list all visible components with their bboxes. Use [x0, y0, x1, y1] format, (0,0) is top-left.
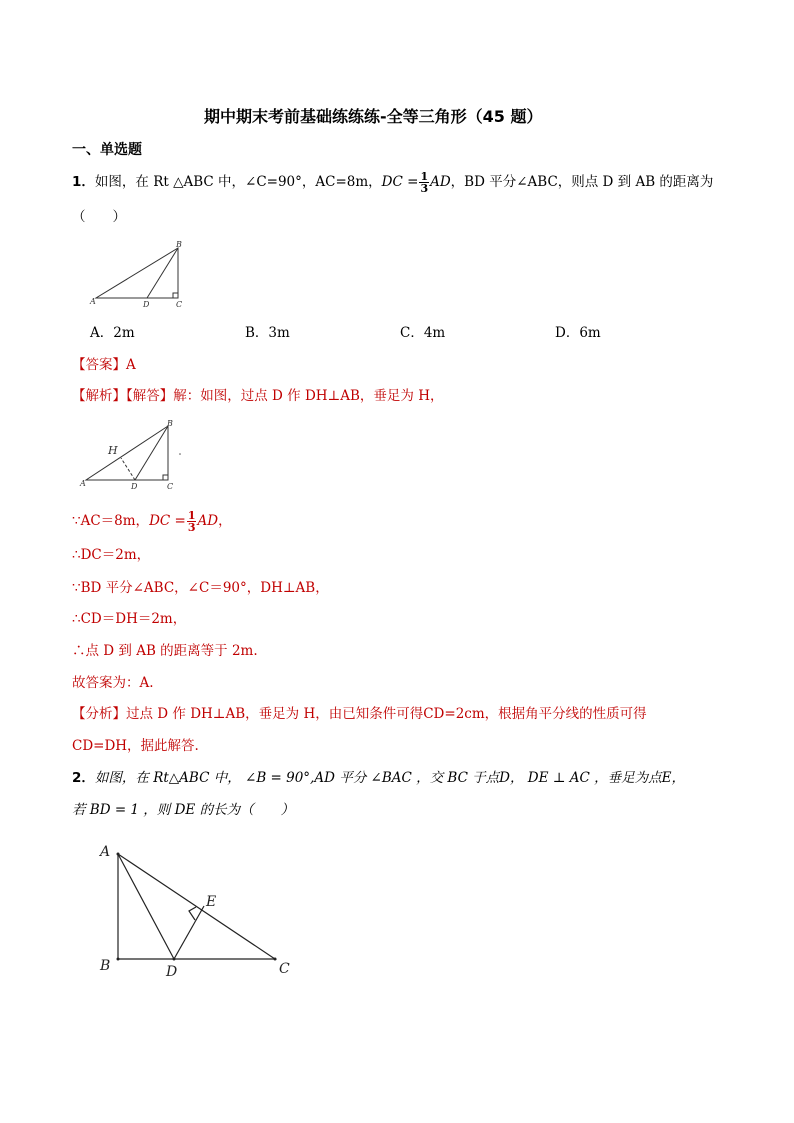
q1-stem-frac-lhs: DC =	[381, 174, 419, 190]
q1-label-d: D	[143, 300, 150, 309]
q1-sol-label-b: B	[167, 419, 173, 428]
q2-point-d	[173, 958, 176, 961]
section-heading: 一、单选题	[72, 142, 142, 158]
q1-fenxi-text-1: 过点 D 作 DH⊥AB，垂足为 H，由已知条件可得CD=2cm，根据角平分线的性质可得	[126, 706, 647, 722]
page-title: 期中期末考前基础练练练-全等三角形（45 题）	[204, 107, 543, 126]
q1-stem-text-b: ，BD 平分∠ABC，则点 D 到 AB 的距离为	[450, 174, 714, 190]
q2-label-c: C	[279, 961, 290, 977]
q2-label-d: D	[166, 964, 178, 978]
q1-sol-line-2: ∴DC＝2m，	[72, 547, 151, 563]
q1-analysis-intro	[72, 387, 443, 405]
q1-option-a-key: A．	[90, 325, 114, 341]
q1-option-a	[90, 324, 135, 342]
q1-sol-label-a: A	[80, 479, 86, 488]
q1-option-b	[245, 324, 290, 342]
q1-sol-line-1-a: ∵AC＝8m，	[72, 513, 150, 529]
q1-sol-right-angle-mark	[163, 475, 168, 480]
q1-sol-stray-dot	[179, 453, 181, 455]
q1-right-angle-mark	[173, 293, 178, 298]
q2-segment-de	[174, 906, 204, 959]
q1-fenxi-line-1	[72, 705, 647, 723]
q1-option-b-key: B．	[245, 325, 269, 341]
q2-label-e: E	[206, 894, 217, 910]
q2-point-a	[117, 853, 120, 856]
q1-sol-triangle-abc	[86, 426, 168, 480]
q1-sol-line-1-b: ，	[218, 513, 232, 529]
q1-solution-figure	[78, 418, 198, 490]
q2-triangle-abc	[118, 854, 275, 959]
q1-triangle-abc	[96, 248, 178, 298]
q1-sol-segment-dh	[121, 458, 135, 480]
q1-sol-line-1-frac-lhs: DC =	[149, 513, 186, 529]
q1-analysis-tag: 【解析】【解答】	[72, 388, 174, 404]
q2-number: 2．	[72, 770, 95, 786]
q1-option-d	[555, 324, 601, 342]
q1-paren: （ ）	[72, 209, 126, 225]
q1-analysis-intro-text: 解：如图，过点 D 作 DH⊥AB，垂足为 H，	[173, 388, 444, 404]
q1-sol-line-3: ∵BD 平分∠ABC，∠C＝90°，DH⊥AB，	[72, 580, 329, 596]
q1-sol-line-4: ∴CD＝DH＝2m，	[72, 611, 187, 627]
q1-option-c-key: C．	[400, 325, 424, 341]
q1-answer-tag: 【答案】	[72, 357, 126, 373]
q1-number: 1．	[72, 174, 95, 190]
q1-frac-denominator: 3	[420, 182, 429, 195]
q2-label-a: A	[100, 844, 111, 860]
q2-segment-ad	[118, 854, 174, 959]
q1-sol-line-1-frac-rhs: AD	[197, 513, 219, 529]
q1-option-c-text: 4m	[423, 325, 446, 341]
q2-point-b	[117, 958, 120, 961]
q2-stem-line-2-text: 若 BD = 1 ，则 DE 的长为（ ）	[72, 802, 295, 818]
q2-label-b: B	[100, 958, 111, 974]
q1-label-a: A	[90, 297, 96, 306]
q1-label-b: B	[176, 240, 182, 249]
q2-stem-line-1	[72, 769, 685, 787]
q1-option-d-key: D．	[555, 325, 580, 341]
q1-sol-fraction	[187, 510, 197, 533]
q1-frac-numerator: 1	[420, 170, 429, 183]
q1-option-b-text: 3m	[268, 325, 290, 341]
q1-option-c	[400, 324, 445, 342]
q1-sol-line-5: ∴点 D 到 AB 的距离等于 2m.	[72, 643, 258, 659]
q1-stem-frac-rhs: AD	[430, 174, 451, 190]
q1-sol-frac-denominator: 3	[187, 521, 196, 534]
q1-sol-line-1	[72, 510, 232, 533]
q1-sol-frac-numerator: 1	[187, 509, 196, 522]
q1-sol-label-h: H	[108, 444, 118, 457]
q2-right-angle-mark-e	[189, 907, 196, 920]
q2-stem-line-2	[72, 801, 294, 819]
q1-sol-segment-bd	[135, 426, 168, 480]
q1-stem	[72, 171, 713, 194]
q1-option-a-text: 2m	[113, 325, 135, 341]
q1-label-c: C	[176, 300, 183, 309]
q1-stem-text-a: 如图，在 Rt △ABC 中，∠C=90°，AC=8m，	[94, 174, 382, 190]
q1-sol-label-d: D	[131, 482, 138, 490]
q1-answer-value: A	[126, 357, 136, 373]
q2-triangle-figure	[96, 838, 306, 978]
q1-option-d-text: 6m	[579, 325, 601, 341]
q2-stem-line-1-text: 如图，在 Rt△ABC 中， ∠B = 90°,AD 平分 ∠BAC ，交 BC 于点D， DE ⊥ AC ，垂足为点E，	[94, 770, 685, 786]
q1-sol-label-c: C	[167, 482, 174, 490]
q1-fraction	[419, 171, 429, 194]
q1-fenxi-line-2: CD=DH，据此解答.	[72, 738, 199, 754]
q1-sol-line-6: 故答案为：A.	[72, 675, 154, 691]
q1-answer	[72, 356, 136, 374]
q1-triangle-figure	[88, 240, 198, 310]
q1-segment-bd	[147, 248, 178, 298]
q1-fenxi-tag: 【分析】	[72, 706, 126, 722]
q2-point-c	[274, 958, 277, 961]
